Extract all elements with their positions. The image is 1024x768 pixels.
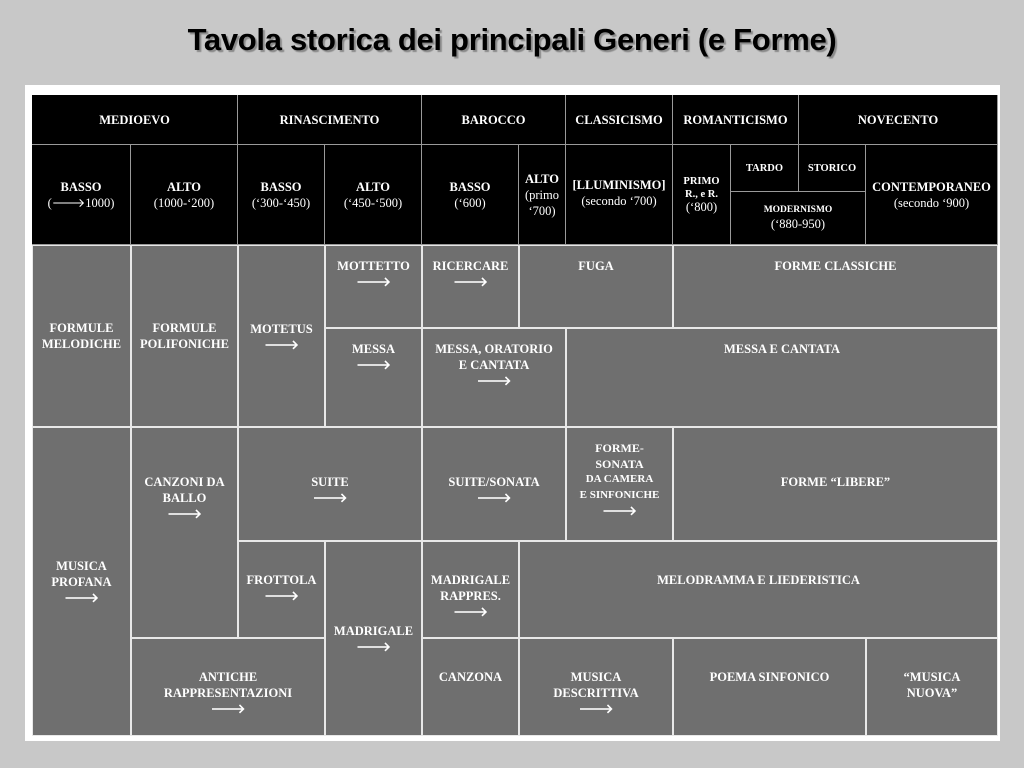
cell-motetus: [238, 245, 325, 427]
period-contemporaneo: [866, 145, 998, 245]
era-medioevo: [32, 95, 238, 145]
cell-text: FORME-: [595, 441, 644, 455]
cell-text: E SINFONICHE: [579, 488, 660, 501]
cell-formule-polifoniche: [131, 245, 238, 427]
cell-text: POLIFONICHE: [140, 337, 229, 351]
arrow-icon: 🡒: [578, 701, 614, 716]
cell-text: SONATA: [595, 456, 644, 471]
cell-canzoni-ballo: [131, 427, 238, 638]
cell-text: PROFANA: [51, 575, 112, 589]
period-primo: [673, 145, 731, 245]
cell-text: MUSICA: [570, 670, 622, 684]
period-label: PRIMO: [683, 176, 720, 187]
cell-text: MUSICA: [56, 559, 107, 573]
period-rinascimento-alto: [325, 145, 422, 245]
cell-text: DESCRITTIVA: [553, 686, 639, 700]
cell-text: MADRIGALE: [430, 573, 511, 587]
era-label: CLASSICISMO: [575, 112, 663, 127]
period-date: (secondo ‘700): [581, 194, 657, 208]
period-label: BASSO: [449, 179, 491, 194]
cell-text: SUITE: [311, 475, 349, 489]
cell-text: POEMA SINFONICO: [709, 670, 830, 684]
cell-frottola: [238, 541, 325, 638]
cell-suite: [238, 427, 422, 541]
arrow-icon: 🡒: [264, 588, 299, 603]
period-date: ‘700): [528, 203, 556, 218]
cell-fuga: [519, 245, 673, 328]
cell-text: FORME CLASSICHE: [774, 259, 897, 273]
period-date: (‘300-‘450): [251, 195, 311, 210]
cell-antiche-rappresentazioni: [131, 638, 325, 736]
arrow-icon: 🡒: [210, 701, 246, 716]
cell-text: FORME “LIBERE”: [780, 475, 891, 489]
period-label: R., e R.: [685, 189, 718, 200]
era-label: RINASCIMENTO: [279, 112, 380, 127]
cell-text: BALLO: [162, 491, 207, 505]
period-date: (‘880-950): [770, 217, 826, 231]
cell-messa-cantata: [566, 328, 998, 427]
cell-text: CANZONI DA: [144, 475, 225, 489]
cell-mottetto: [325, 245, 422, 328]
period-medioevo-alto: [131, 145, 238, 245]
era-label: MEDIOEVO: [99, 112, 170, 127]
period-date: (‘600): [454, 195, 486, 210]
cell-formule-melodiche: [32, 245, 131, 427]
arrow-icon: 🡒: [264, 336, 299, 352]
period-date: (‘800): [685, 200, 718, 214]
cell-text: FORMULE: [49, 321, 114, 335]
period-label: [LLUMINISMO]: [572, 178, 666, 192]
cell-text: “MUSICA: [903, 670, 961, 684]
period-illuminismo: [566, 145, 673, 245]
arrow-icon: 🡒: [312, 490, 348, 505]
cell-text: SUITE/SONATA: [448, 475, 540, 489]
cell-musica-descrittiva: [519, 638, 673, 736]
era-barocco: [422, 95, 566, 145]
period-barocco-basso: [422, 145, 519, 245]
cell-melodramma: [519, 541, 998, 638]
period-date: (primo: [524, 187, 560, 202]
cell-madrigale-rappres: [422, 541, 519, 638]
cell-text: RAPPRESENTAZIONI: [163, 686, 293, 700]
cell-madrigale: [325, 541, 422, 736]
period-label: CONTEMPORANEO: [872, 179, 991, 194]
cell-canzona: [422, 638, 519, 736]
arrow-icon: 🡒: [476, 373, 512, 388]
cell-text: MOTETUS: [250, 321, 313, 336]
era-romanticismo: [673, 95, 799, 145]
cell-text: MESSA E CANTATA: [724, 342, 840, 356]
period-label: TARDO: [745, 162, 784, 174]
cell-musica-nuova: [866, 638, 998, 736]
arrow-icon: 🡒: [356, 357, 391, 372]
cell-text: CANZONA: [438, 670, 503, 684]
cell-forme-libere: [673, 427, 998, 541]
era-label: NOVECENTO: [857, 112, 939, 127]
period-date: (1000-‘200): [153, 195, 215, 210]
cell-messa: [325, 328, 422, 427]
cell-text: FROTTOLA: [246, 573, 317, 587]
arrow-icon: 🡒: [476, 490, 512, 505]
cell-text: MELODRAMMA E LIEDERISTICA: [657, 573, 860, 587]
cell-forme-sonata: [566, 427, 673, 541]
period-label: STORICO: [807, 162, 857, 174]
arrow-icon: 🡒: [602, 503, 637, 518]
page-title: Tavola storica dei principali Generi (e Forme): [187, 22, 837, 57]
period-tardo: [731, 145, 799, 192]
cell-poema-sinfonico: [673, 638, 866, 736]
arrow-icon: 🡒: [453, 604, 488, 619]
era-novecento: [799, 95, 998, 145]
period-label: BASSO: [260, 179, 302, 194]
period-modernismo: [731, 192, 866, 245]
period-barocco-alto: [519, 145, 566, 245]
period-date: (secondo ‘900): [893, 195, 970, 210]
arrow-icon: 🡒: [453, 274, 488, 289]
cell-text: MESSA: [351, 342, 396, 356]
cell-text: MESSA, ORATORIO: [435, 342, 553, 356]
period-label: BASSO: [60, 179, 102, 194]
era-label: BAROCCO: [461, 112, 526, 127]
period-rinascimento-basso: [238, 145, 325, 245]
cell-text: RICERCARE: [432, 259, 509, 273]
cell-text: MOTTETTO: [337, 259, 410, 273]
cell-messa-oratorio: [422, 328, 566, 427]
era-label: ROMANTICISMO: [683, 112, 788, 127]
arrow-icon: 🡒: [167, 506, 202, 521]
cell-suite-sonata: [422, 427, 566, 541]
period-date: (‘450-‘500): [343, 195, 403, 210]
cell-text: ANTICHE: [198, 670, 258, 684]
period-medioevo-basso: [32, 145, 131, 245]
period-date: (🡒1000): [47, 195, 115, 210]
cell-text: DA CAMERA: [585, 473, 654, 485]
arrow-icon: 🡒: [356, 639, 391, 654]
cell-forme-classiche: [673, 245, 998, 328]
cell-text: FORMULE: [152, 321, 217, 335]
cell-musica-profana: [32, 427, 131, 736]
cell-text: MADRIGALE: [333, 624, 414, 638]
period-label: ALTO: [355, 179, 391, 194]
cell-text: NUOVA”: [906, 686, 958, 700]
era-classicismo: [566, 95, 673, 145]
cell-text: FUGA: [578, 259, 614, 273]
period-label: MODERNISMO: [763, 205, 833, 215]
period-label: ALTO: [524, 171, 560, 186]
cell-text: RAPPRES.: [440, 589, 501, 603]
period-label: ALTO: [166, 179, 202, 194]
cell-text: MELODICHE: [41, 337, 122, 351]
cell-ricercare: [422, 245, 519, 328]
era-rinascimento: [238, 95, 422, 145]
period-storico: [799, 145, 866, 192]
arrow-icon: 🡒: [356, 274, 391, 289]
arrow-icon: 🡒: [64, 590, 99, 605]
cell-text: E CANTATA: [458, 358, 530, 372]
